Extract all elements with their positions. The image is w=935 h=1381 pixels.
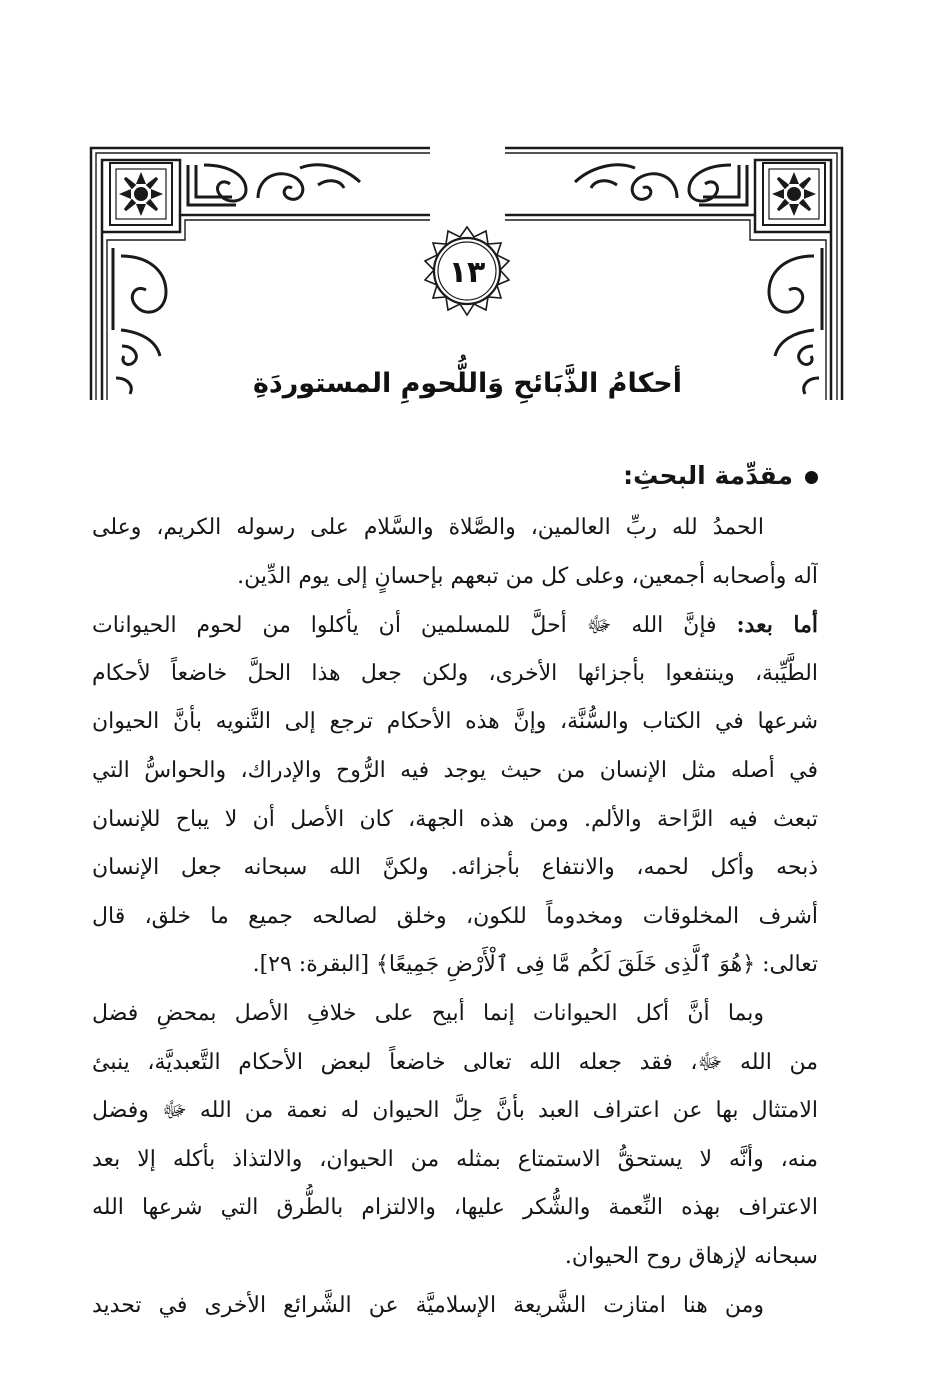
text-line: من الله ﷻ، فقد جعله الله تعالى خاضعاً لبعض الأحكام التَّعبديَّة، ينبئ [92,1049,818,1075]
text-line: شرعها في الكتاب والسُّنَّة، وإنَّ هذه الأحكام ترجع إلى التَّنويه بأنَّ الحيوان [92,709,818,735]
chapter-number: ١٣ [448,254,486,290]
section-heading-text: مقدِّمة البحثِ: [623,461,793,490]
text-line: تعالى: ﴿هُوَ ٱلَّذِى خَلَقَ لَكُم مَّا فِى ٱلْأَرْضِ جَمِيعًا﴾ [البقرة: ٢٩]. [252,952,818,978]
text-line-rest: فإنَّ الله ﷻ أحلَّ للمسلمين أن يأكلوا من لحوم الحيوانات [92,613,717,639]
ornamental-header-frame [0,0,935,420]
section-heading [92,448,818,504]
text-line: في أصله مثل الإنسان من حيث يوجد فيه الرُّوح والإدراك، والحواسُّ التي [92,757,818,783]
text-line: الحمدُ لله ربِّ العالمين، والصَّلاة والسَّلام على رسوله الكريم، وعلى [92,515,764,540]
body-content [92,448,818,1330]
text-line: وبما أنَّ أكل الحيوانات إنما أبيح على خلافِ الأصل بمحضِ فضل [92,1000,764,1026]
paragraph-lead: أما بعد: [736,612,818,639]
text-line: الامتثال بها عن اعتراف العبد بأنَّ حِلَّ الحيوان له نعمة من الله ﷻ وفضل [92,1098,818,1124]
text-line-with-lead [92,601,818,650]
corner-rosette-right [763,163,825,225]
bullet-icon [805,471,818,484]
text-line: ذبحه وأكل لحمه، والانتفاع بأجزائه. ولكنَّ الله سبحانه جعل الإنسان [92,855,818,881]
text-line: تبعث فيه الرَّاحة والألم. ومن هذه الجهة، كان الأصل أن لا يباح للإنسان [92,806,818,832]
paragraph-1 [92,504,818,601]
scroll-ornament-top-right [575,165,747,205]
text-line: الاعتراف بهذه النِّعمة والشُّكر عليها، والالتزام بالطُّرق التي شرعها الله [92,1195,818,1221]
text-line: أشرف المخلوقات ومخدوماً للكون، وخلق لصالحه جميع ما خلق، قال [92,903,818,929]
paragraph-4 [92,1282,818,1331]
text-line: ومن هنا امتازت الشَّريعة الإسلاميَّة عن الشَّرائع الأخرى في تحديد [92,1292,764,1318]
corner-rosette-left [110,163,172,225]
paragraph-3 [92,990,818,1282]
paragraph-2 [92,601,818,990]
chapter-title: أحكامُ الذَّبَائحِ وَاللُّحومِ المستوردَةِ [252,368,683,399]
text-line: آله وأصحابه أجمعين، وعلى كل من تبعهم بإحسانٍ إلى يوم الدِّين. [237,563,818,589]
chapter-badge [418,223,516,321]
scroll-ornament-top-left [188,165,360,205]
text-line: سبحانه لإزهاق روح الحيوان. [564,1243,818,1269]
text-line: منه، وأنَّه لا يستحقُّ الاستمتاع بمثله من الحيوان، والالتذاذ بأكله إلا بعد [92,1146,818,1172]
text-line: الطَّيِّبة، وينتفعوا بأجزائها الأخرى، ولكن جعل هذا الحلَّ خاضعاً لأحكام [92,660,818,686]
